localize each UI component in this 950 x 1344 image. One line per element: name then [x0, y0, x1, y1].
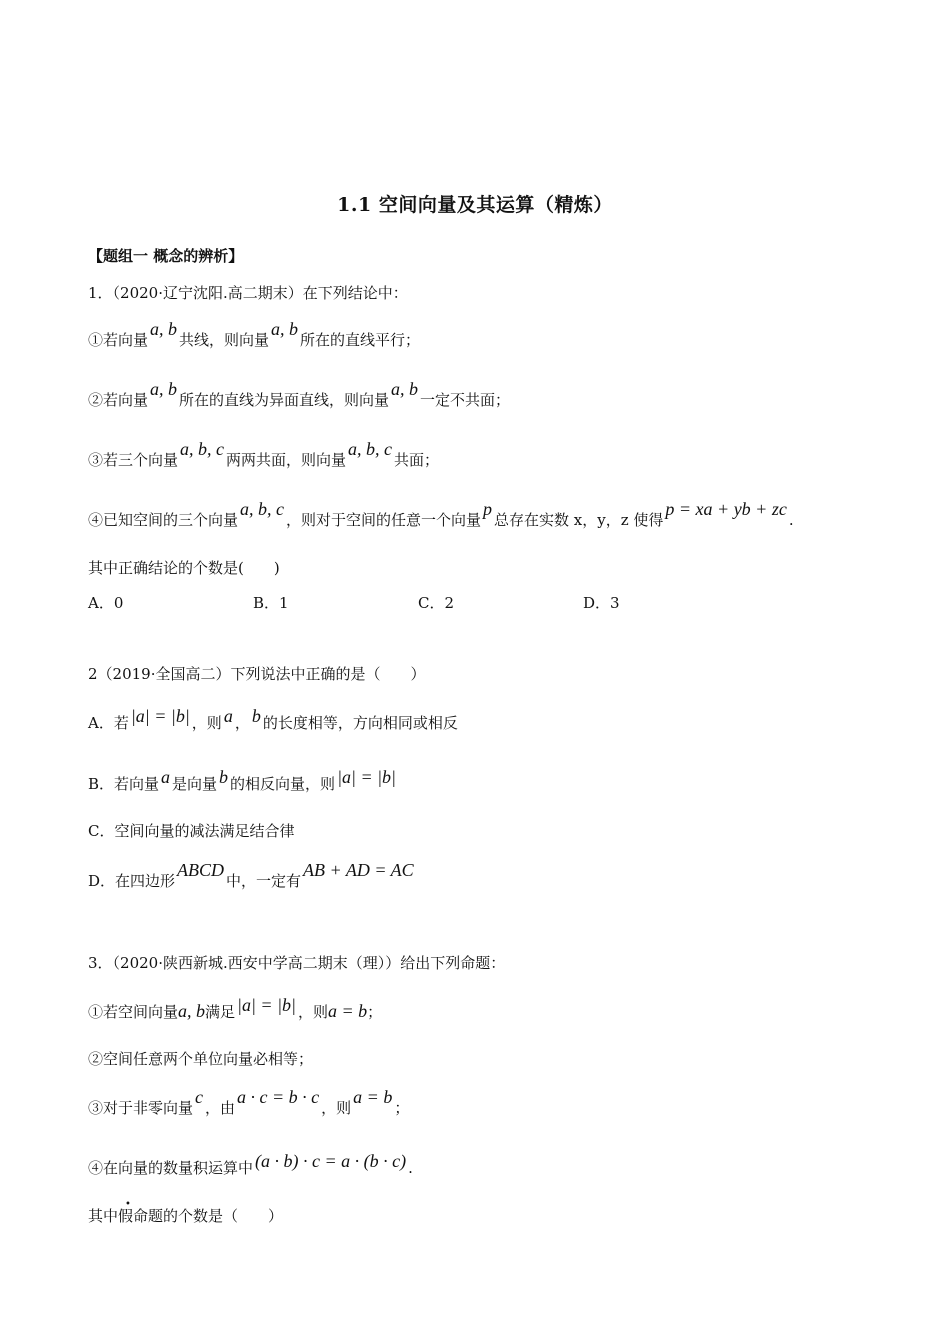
math: ABCD: [177, 860, 225, 880]
q3-statement-4: ④在向量的数量积运算中 (a · b) · c = a · (b · c) .: [88, 1151, 413, 1177]
math: a, b: [178, 1001, 206, 1021]
math: a · c = b · c: [237, 1087, 320, 1107]
math: p: [483, 499, 493, 519]
q1-stem: 1．（2020·辽宁沈阳.高二期末）在下列结论中：: [88, 284, 408, 302]
math: a, b, c: [240, 499, 285, 519]
q2-option-a: A．若 |a| = |b| ，则 a ， b 的长度相等，方向相同或相反: [88, 706, 458, 732]
math: |a| = |b|: [130, 706, 190, 726]
math: b: [251, 706, 261, 726]
q3-statement-3: ③对于非零向量c，由a · c = b · c，则a = b；: [88, 1087, 410, 1117]
q1-option-b: B．1: [253, 594, 289, 612]
q3-stem: 3．（2020·陕西新城.西安中学高二期末（理））给出下列命题：: [88, 954, 506, 972]
math: b: [219, 767, 229, 787]
page-title: 1.1 空间向量及其运算（精炼）: [337, 194, 613, 216]
q1-option-d: D．3: [583, 594, 620, 612]
q1-statement-4: ④已知空间的三个向量a, b, c，则对于空间的任意一个向量p总存在实数 x，y，z 使得p = xa + yb + zc.: [88, 499, 794, 529]
math: a, b: [150, 319, 178, 339]
q3-statement-2: ②空间任意两个单位向量必相等；: [88, 1050, 314, 1068]
q2-option-c: C．空间向量的减法满足结合律: [88, 822, 295, 840]
group-heading: 【题组一 概念的辨析】: [88, 247, 244, 265]
math: a, b: [271, 319, 299, 339]
q1-statement-3: ③若三个向量a, b, c两两共面，则向量a, b, c共面；: [88, 439, 440, 469]
math: a, b: [150, 379, 178, 399]
math: p = xa + yb + zc: [665, 499, 787, 519]
math: a, b, c: [348, 439, 393, 459]
q3-ask: 其中假命题的个数是（ ）: [88, 1207, 284, 1225]
math: a, b: [391, 379, 419, 399]
q1-ask: 其中正确结论的个数是( ): [88, 559, 280, 577]
q2-option-b: B．若向量 a 是向量 b 的相反向量，则 |a| = |b|: [88, 767, 397, 793]
math: a = b: [353, 1087, 393, 1107]
q3-statement-1: ①若空间向量a, b满足 |a| = |b| ，则a = b；: [88, 995, 383, 1021]
q1-option-a: A．0: [88, 594, 124, 612]
math: AB + AD = AC: [303, 860, 414, 880]
math: (a · b) · c = a · (b · c): [255, 1151, 407, 1171]
q2-stem: 2（2019·全国高二）下列说法中正确的是（ ）: [88, 665, 426, 683]
q1-option-c: C．2: [418, 594, 455, 612]
math: c: [195, 1087, 204, 1107]
math: |a| = |b|: [337, 767, 397, 787]
emphasis-dot: •: [125, 1199, 131, 1210]
math: |a| = |b|: [237, 995, 296, 1015]
math: a = b: [328, 1001, 368, 1021]
q1-statement-2: ②若向量a, b所在的直线为异面直线，则向量a, b一定不共面；: [88, 379, 511, 409]
math: a, b, c: [180, 439, 225, 459]
math: a: [161, 767, 171, 787]
math: a: [223, 706, 233, 726]
q1-statement-1: ①若向量a, b共线，则向量a, b所在的直线平行；: [88, 319, 421, 349]
q2-option-d: D．在四边形ABCD中，一定有AB + AD = AC: [88, 860, 414, 890]
